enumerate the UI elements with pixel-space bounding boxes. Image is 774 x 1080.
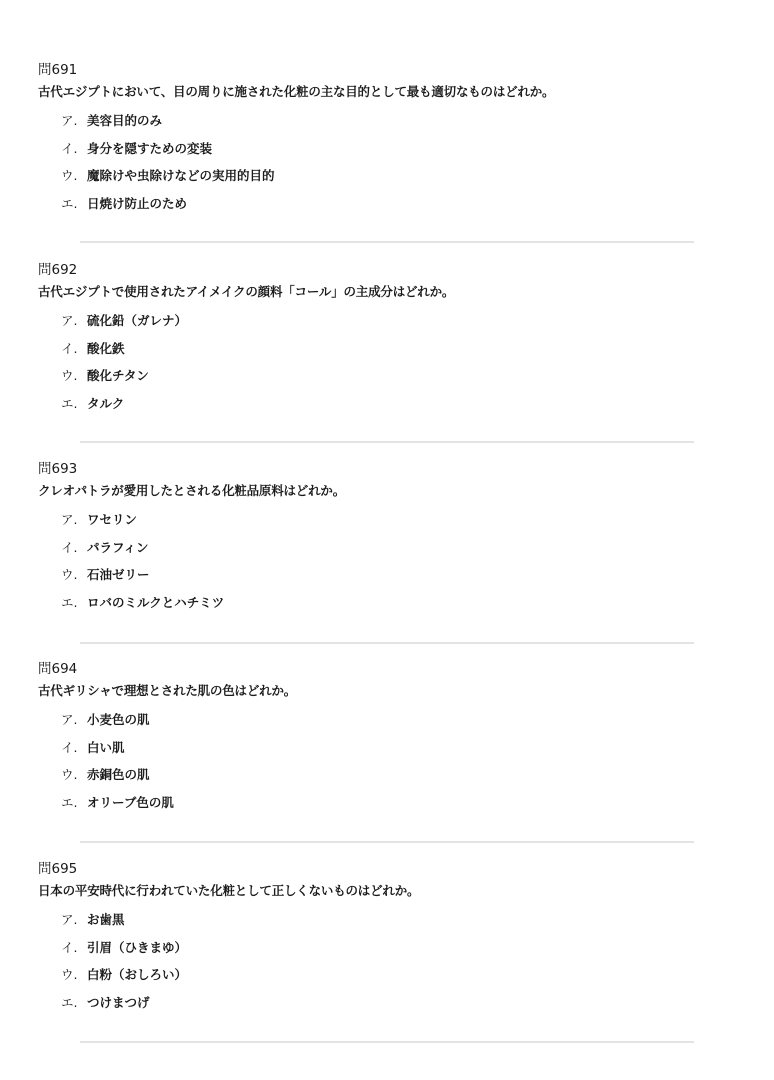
option-text: タルク [87,395,125,411]
option-list [38,112,738,213]
option-letter: ウ. [61,767,78,782]
question-divider [80,241,694,243]
option-e [61,994,738,1012]
question-695 [38,860,738,1021]
option-e [61,395,738,413]
question-divider [80,1041,694,1043]
option-letter: イ. [61,739,78,755]
option-letter: エ. [61,794,78,810]
option-text: ロバのミルクとハチミツ [87,594,225,610]
option-letter: イ. [61,539,78,555]
option-u [61,766,738,784]
option-letter: ア. [61,113,78,128]
option-u [61,966,738,984]
option-a [61,511,738,529]
question-692 [38,261,738,422]
question-divider [80,441,694,443]
question-text: クレオパトラが愛用したとされる化粧品原料はどれか。 [38,483,346,498]
option-a [61,312,738,330]
option-text: 白粉（おしろい） [87,967,188,982]
question-693 [38,460,738,621]
option-a [61,711,738,729]
option-text: つけまつげ [87,994,150,1010]
option-letter: ウ. [61,168,78,183]
option-text: 身分を隠すための変装 [87,140,213,156]
option-list [38,711,738,812]
option-letter: ア. [61,712,78,727]
option-i [61,539,738,557]
question-number: 問691 [38,62,78,78]
question-number: 問693 [38,461,78,477]
option-letter: イ. [61,939,78,955]
question-number: 問694 [38,661,78,677]
option-text: 白い肌 [87,739,125,755]
option-i [61,939,738,957]
option-letter: エ. [61,195,78,211]
option-text: 赤銅色の肌 [87,767,150,782]
option-text: オリーブ色の肌 [87,794,174,810]
option-text: ワセリン [87,512,138,527]
option-text: 硫化鉛（ガレナ） [87,313,188,328]
option-text: 引眉（ひきまゆ） [87,939,188,955]
option-u [61,167,738,185]
option-i [61,340,738,358]
option-text: お歯黒 [87,912,125,927]
option-i [61,739,738,757]
option-list [38,911,738,1012]
question-694 [38,660,738,821]
option-text: 日焼け防止のため [87,195,188,211]
question-number: 問695 [38,861,78,877]
option-letter: エ. [61,994,78,1010]
option-text: 石油ゼリー [87,567,150,582]
question-text: 古代エジプトにおいて、目の周りに施された化粧の主な目的として最も適切なものはどれか。 [38,84,555,99]
option-letter: イ. [61,140,78,156]
option-letter: イ. [61,340,78,356]
option-list [38,511,738,612]
option-a [61,112,738,130]
option-letter: ア. [61,912,78,927]
question-divider [80,841,694,843]
option-letter: ア. [61,512,78,527]
option-e [61,794,738,812]
option-text: 小麦色の肌 [87,712,150,727]
option-letter: エ. [61,594,78,610]
option-letter: ウ. [61,567,78,582]
option-letter: エ. [61,395,78,411]
option-text: 酸化チタン [87,368,149,383]
option-u [61,566,738,584]
option-list [38,312,738,413]
question-691 [38,61,738,222]
option-i [61,140,738,158]
option-text: 酸化鉄 [87,340,125,356]
question-text: 古代ギリシャで理想とされた肌の色はどれか。 [38,683,297,698]
question-number: 問692 [38,262,78,278]
option-e [61,195,738,213]
option-letter: ウ. [61,368,78,383]
question-text: 古代エジプトで使用されたアイメイクの顔料「コール」の主成分はどれか。 [38,284,455,299]
question-divider [80,642,694,644]
option-a [61,911,738,929]
question-text: 日本の平安時代に行われていた化粧として正しくないものはどれか。 [38,883,420,898]
option-letter: ア. [61,313,78,328]
option-letter: ウ. [61,967,78,982]
option-text: 美容目的のみ [87,113,163,128]
option-u [61,367,738,385]
option-text: パラフィン [87,539,149,555]
option-e [61,594,738,612]
option-text: 魔除けや虫除けなどの実用的目的 [87,168,275,183]
